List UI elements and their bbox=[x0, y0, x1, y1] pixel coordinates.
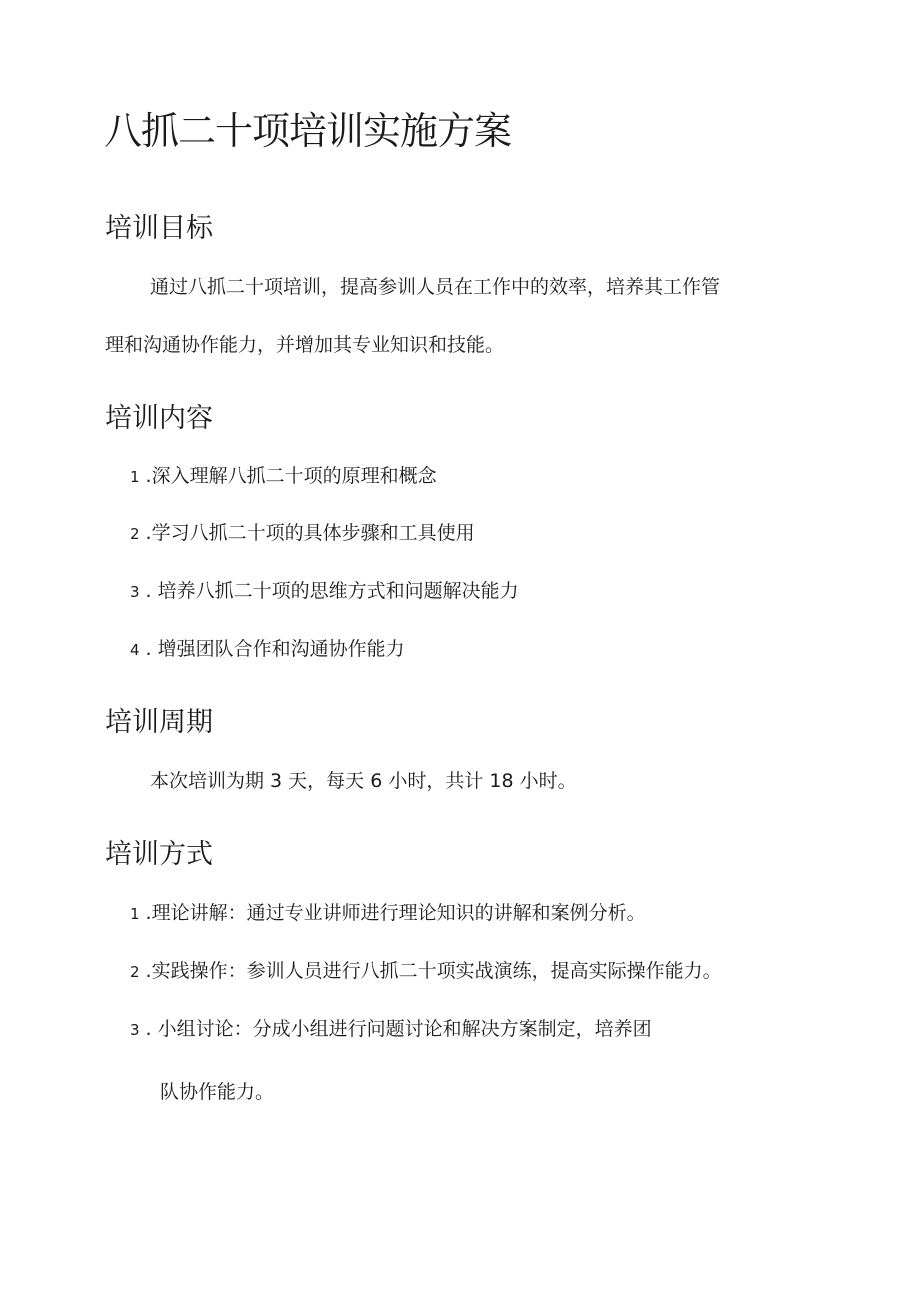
list-text: . 培养八抓二十项的思维方式和问题解决能力 bbox=[145, 580, 519, 602]
content-list-item bbox=[130, 576, 519, 603]
list-text: .学习八抓二十项的具体步骤和工具使用 bbox=[145, 522, 475, 544]
list-text: . 增强团队合作和沟通协作能力 bbox=[145, 638, 405, 660]
method-list-item bbox=[130, 1014, 652, 1041]
section-heading-goal: 培训目标 bbox=[105, 213, 213, 244]
list-number: 4 bbox=[130, 641, 140, 659]
list-text: .深入理解八抓二十项的原理和概念 bbox=[145, 465, 437, 487]
method-list-item bbox=[130, 898, 646, 925]
list-number: 3 bbox=[130, 583, 140, 601]
method-list-item-continuation: 队协作能力。 bbox=[160, 1081, 275, 1103]
document-title: 八抓二十项培训实施方案 bbox=[104, 109, 512, 153]
list-text: . 小组讨论：分成小组进行问题讨论和解决方案制定，培养团 bbox=[145, 1018, 652, 1040]
period-paragraph: 本次培训为期 3 天，每天 6 小时，共计 18 小时。 bbox=[150, 770, 577, 792]
list-number: 1 bbox=[130, 905, 140, 923]
content-list-item bbox=[130, 518, 475, 545]
list-number: 3 bbox=[130, 1021, 140, 1039]
list-number: 2 bbox=[130, 525, 140, 543]
method-list-item bbox=[130, 956, 722, 983]
list-number: 2 bbox=[130, 963, 140, 981]
list-text: .理论讲解：通过专业讲师进行理论知识的讲解和案例分析。 bbox=[145, 902, 646, 924]
list-number: 1 bbox=[130, 468, 140, 486]
list-text: .实践操作：参训人员进行八抓二十项实战演练，提高实际操作能力。 bbox=[145, 960, 722, 982]
section-heading-content: 培训内容 bbox=[105, 403, 213, 434]
section-heading-method: 培训方式 bbox=[105, 839, 213, 870]
content-list-item bbox=[130, 634, 405, 661]
content-list-item bbox=[130, 461, 437, 488]
goal-paragraph-line-2: 理和沟通协作能力，并增加其专业知识和技能。 bbox=[105, 334, 505, 356]
goal-paragraph-line-1: 通过八抓二十项培训，提高参训人员在工作中的效率，培养其工作管 bbox=[150, 276, 721, 298]
section-heading-period: 培训周期 bbox=[105, 707, 213, 738]
